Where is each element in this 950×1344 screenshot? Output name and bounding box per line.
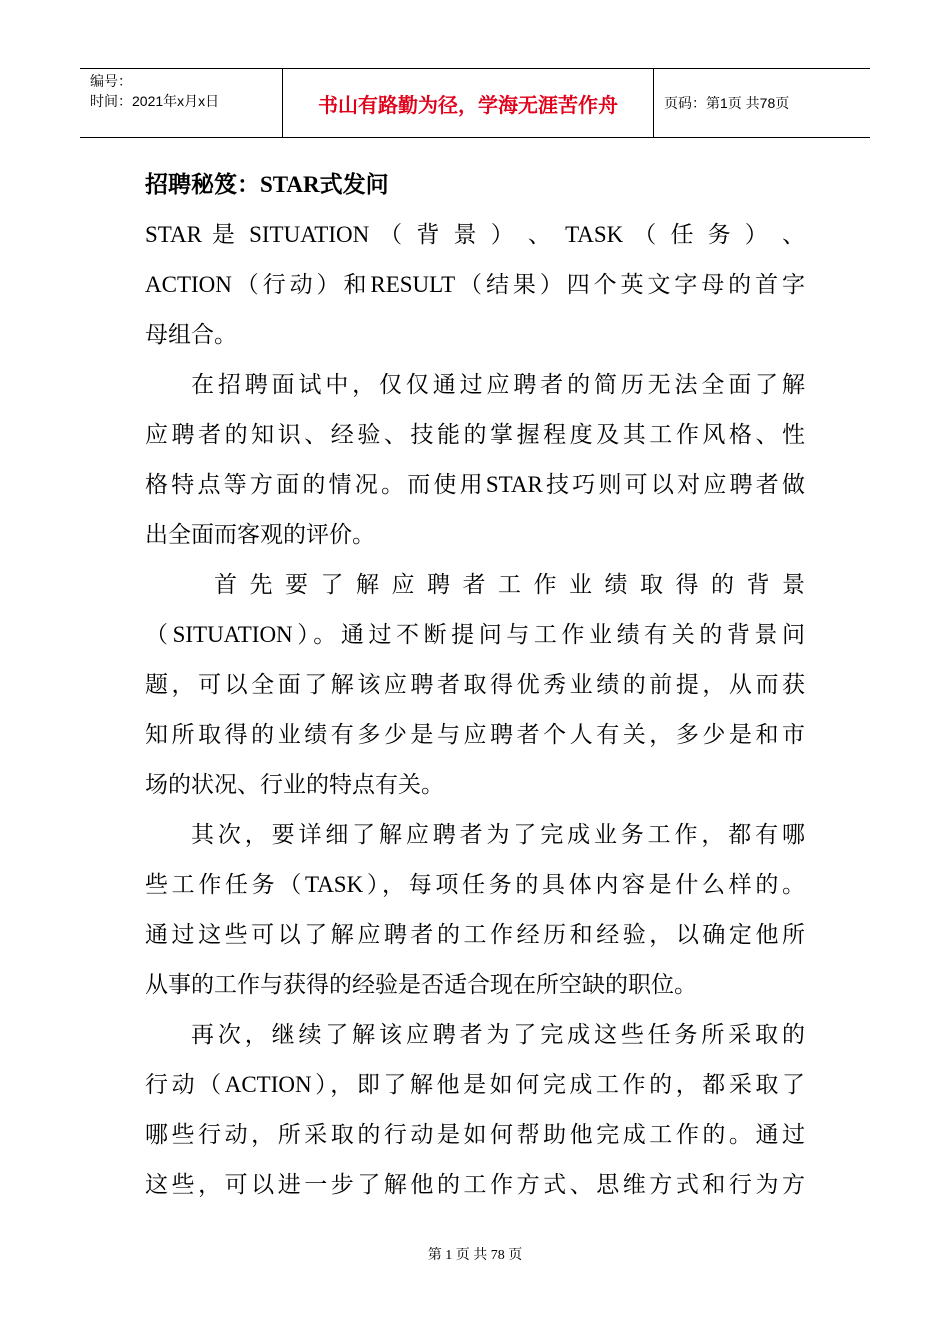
paragraph-line: 哪些行动，所采取的行动是如何帮助他完成工作的。通过 [145,1122,805,1147]
paragraph-4 [145,810,805,1010]
paragraph-line: 首先要了解应聘者工作业绩取得的背景 [214,572,805,597]
paragraph-line: 这些，可以进一步了解他的工作方式、思维方式和行为方 [145,1172,805,1197]
paragraph-2 [145,360,805,560]
document-body [145,160,805,1210]
page-footer: 第 1 页 共 78 页 [427,1248,523,1263]
paragraph-line: 母组合。 [145,322,237,347]
paragraph-line: ACTION（行动）和RESULT（结果）四个英文字母的首字 [145,272,805,297]
paragraph-line: 出全面而客观的评价。 [145,522,375,547]
paragraph-line: 行动（ACTION），即了解他是如何完成工作的，都采取了 [145,1072,805,1097]
header-page-info: 页码：第1页 共78页 [664,95,790,111]
header-meta [80,69,282,137]
paragraph-line: 在招聘面试中，仅仅通过应聘者的简历无法全面了解 [191,372,805,397]
paragraph-line: 其次，要详细了解应聘者为了完成业务工作，都有哪 [191,822,805,847]
paragraph-line: 些工作任务（TASK），每项任务的具体内容是什么样的。 [145,872,805,897]
paragraph-5 [145,1010,805,1210]
number-label: 编号： [90,73,132,89]
paragraph-line: 场的状况、行业的特点有关。 [145,772,444,797]
paragraph-line: 格特点等方面的情况。而使用STAR技巧则可以对应聘者做 [145,472,805,497]
paragraph-line: （SITUATION）。通过不断提问与工作业绩有关的背景问 [145,622,805,647]
paragraph-3 [145,560,805,810]
paragraph-line: 再次，继续了解该应聘者为了完成这些任务所采取的 [191,1022,805,1047]
paragraph-1 [145,210,805,360]
paragraph-line: 从事的工作与获得的经验是否适合现在所空缺的职位。 [145,972,697,997]
time-label: 时间：2021年x月x日 [90,93,220,109]
paragraph-line: 通过这些可以了解应聘者的工作经历和经验，以确定他所 [145,922,805,947]
header-table [80,68,870,138]
paragraph-line: 应聘者的知识、经验、技能的掌握程度及其工作风格、性 [145,422,805,447]
header-motto: 书山有路勤为径，学海无涯苦作舟 [282,69,654,137]
paragraph-line: 题，可以全面了解该应聘者取得优秀业绩的前提，从而获 [145,672,805,697]
paragraph-line: STAR 是 SITUATION （ 背 景 ） 、 TASK （ 任 务 ） 、 [145,222,805,247]
document-title: 招聘秘笈：STAR式发问 [145,172,389,197]
paragraph-line: 知所取得的业绩有多少是与应聘者个人有关，多少是和市 [145,722,805,747]
